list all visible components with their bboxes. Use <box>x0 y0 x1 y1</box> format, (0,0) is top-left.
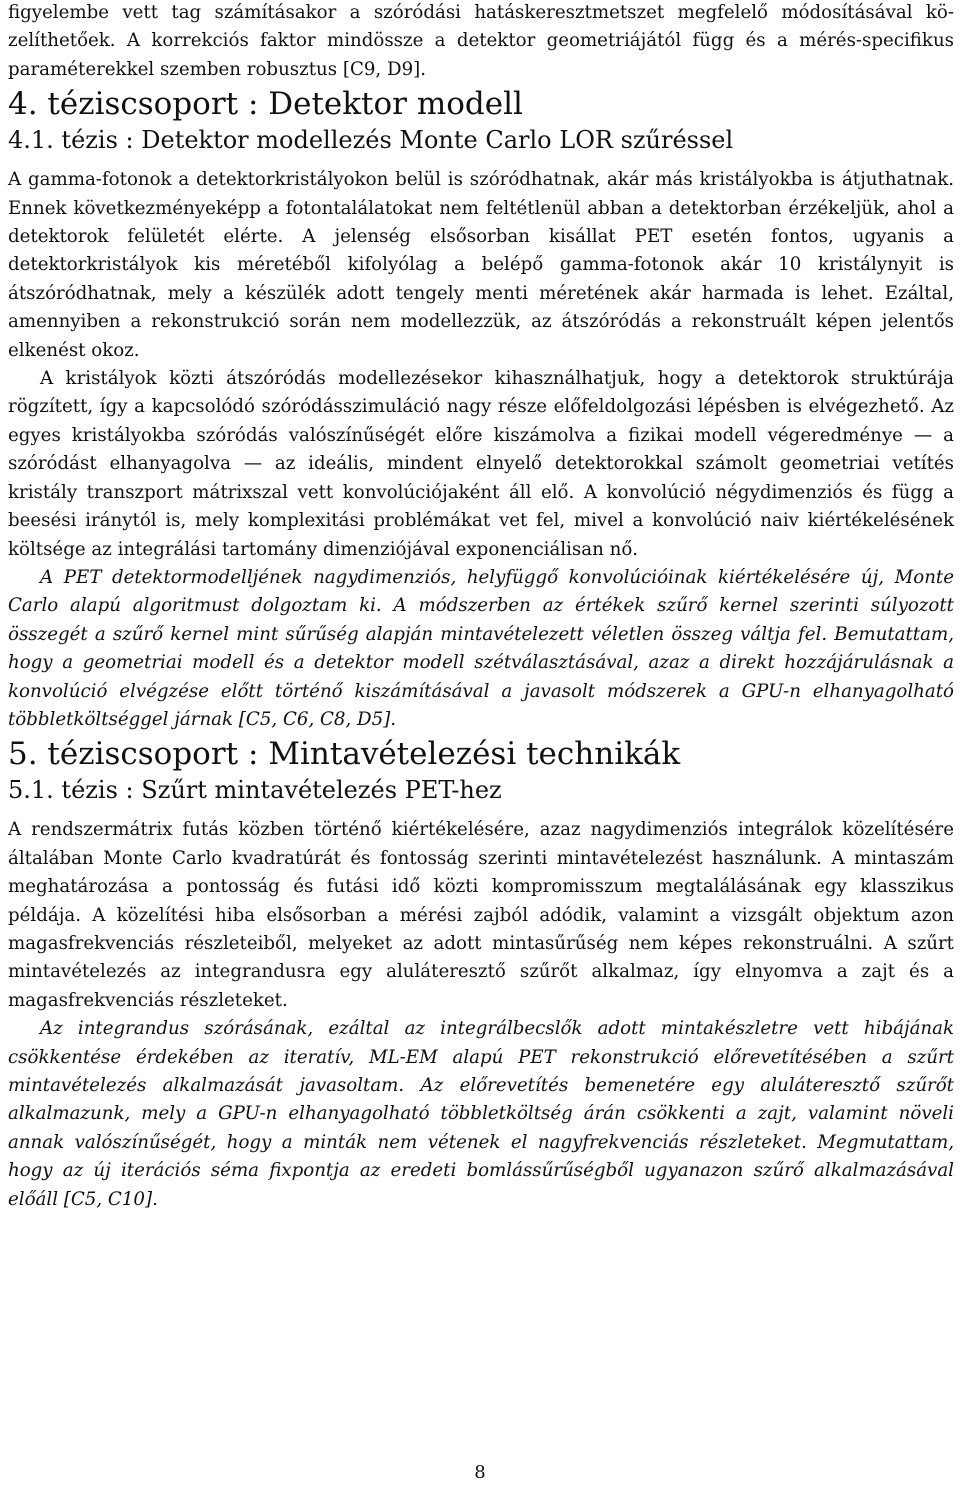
section-5-1-thesis-statement: Az integrandus szórásának, ezáltal az integrálbecslők adott mintakészletre vett hibájának csökkentése érdekében az iteratív, ML-EM alapú PET rekonstrukció előrevetítésében a szűrt mintavételezés alkalmazását javasoltam. Az előrevetítés bemenetére egy aluláteresztő szűrőt alkalmazunk, mely a GPU-n elhanyagolható többletköltség árán csökkenti a zajt, valamint növeli annak valószínűségét, hogy a minták nem vétenek el nagyfrekvenciás részleteket. Megmutattam, hogy az új iterációs séma fixpontja az eredeti bomlássűrűségből ugyanazon szűrő alkalmazásával előáll [C5, C10]. <box>8 1018 954 1210</box>
section-5-1-paragraph-1: A rendszermátrix futás közben történő kiértékelésére, azaz nagydimenziós integrálok közelítésére általában Monte Carlo kvadratúrát és fontosság szerinti mintavételezést használunk. A mintaszám meghatározása a pontosság és futási idő közti kompromisszum megtalálásának egy klasszikus példája. A közelítési hiba elsősorban a mérési zajból adódik, valamint a vizsgált objektum azon magasfrekvenciás részleteiből, melyeket az adott mintasűrűség nem képes rekonstruálni. A szűrt mintavételezés az integrandusra egy aluláteresztő szűrőt alkalmaz, így elnyomva a zajt és a magasfrekvenciás részleteket. <box>8 819 954 1011</box>
subsection-5-1-heading: 5.1. tézis : Szűrt mintavételezés PET-hez <box>8 776 502 805</box>
section-4-1-paragraph-2: A kristályok közti átszóródás modellezésekor kihasználhatjuk, hogy a detektorok struktúrája rögzített, így a kapcsolódó szóródásszimuláció nagy része előfeldolgozási lépésben is elvégezhető. Az egyes kristályokba szóródás valószínűségét előre kiszámolva a fizikai modell végeredménye — a szóródást elhanyagolva — az ideális, mindent elnyelő detektorokkal számolt geometriai vetítés kristály transzport mátrixszal vett konvolúciójaként áll elő. A konvolúció négydimenziós és függ a beesési iránytól is, mely komplexitási problémákat vet fel, mivel a konvolúció naiv kiértékelésének költsége az integrálási tartomány dimenziójával exponenciálisan nő. <box>8 368 954 560</box>
page-number: 8 <box>474 1462 486 1483</box>
section-4-1-thesis-statement: A PET detektormodelljének nagydimenziós, helyfüggő konvolúcióinak kiértékelésére új, Monte Carlo alapú algoritmust dolgoztam ki. A módszerben az értékek szűrő kernel szerinti súlyozott összegét a szűrő kernel mint sűrűség alapján mintavételezett véletlen összeg váltja fel. Bemutattam, hogy a geometriai modell és a detektor modell szétválasztásával, azaz a direkt hozzájárulásnak a konvolúció elvégzése előtt történő kiszámításával a javasolt módszerek a GPU-n elhanyagolható többletköltséggel járnak [C5, C6, C8, D5]. <box>8 566 954 730</box>
subsection-4-1-heading: 4.1. tézis : Detektor modellezés Monte Carlo LOR szűréssel <box>8 126 734 155</box>
continuation-paragraph: figyelembe vett tag számításakor a szóródási hatáskeresztmetszet megfelelő módosításával közelíthetőek. A korrekciós faktor mindössze a detektor geometriájától függ és a mérés-specifikus paraméterekkel szemben robusztus [C9, D9]. <box>8 2 954 80</box>
section-5-heading: 5. téziscsoport : Mintavételezési technikák <box>8 736 681 773</box>
section-4-heading: 4. téziscsoport : Detektor modell <box>8 86 523 123</box>
section-4-1-paragraph-1: A gamma-fotonok a detektorkristályokon belül is szóródhatnak, akár más kristályokba is átjuthatnak. Ennek következményeképp a fotontalálatokat nem feltétlenül abban a detektorban érzékeljük, ahol a detektorok felületét elérte. A jelenség elsősorban kisállat PET esetén fontos, ugyanis a detektorkristályok kis méretéből kifolyólag a belépő gamma-fotonok akár 10 kristálynyit is átszóródhatnak, mely a készülék adott tengely menti méretének akár harmada is lehet. Ezáltal, amennyiben a rekonstrukció során nem modellezzük, az átszóródás a rekonstruált képen jelentős elkenést okoz. <box>8 169 954 361</box>
document-page <box>8 0 954 1214</box>
